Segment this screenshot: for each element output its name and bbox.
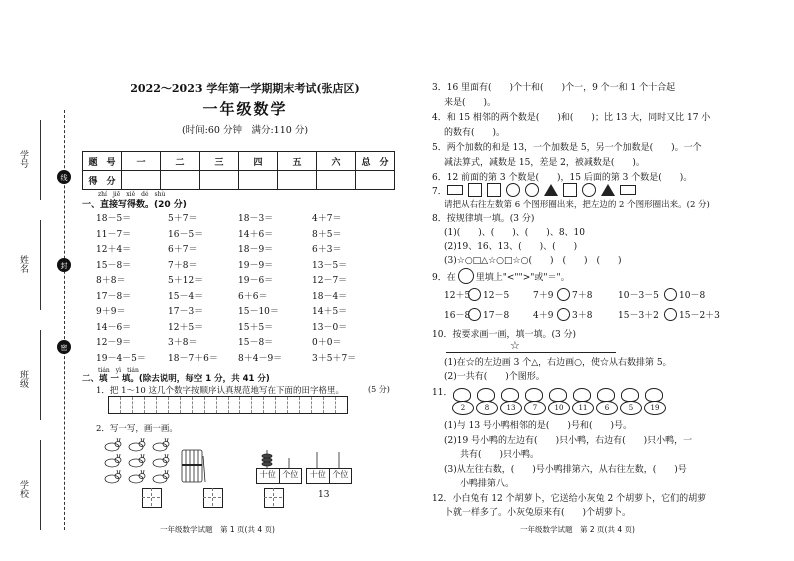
circle-icon[interactable] (582, 183, 596, 197)
q9-post: 里填上"<"">"或"＝"。 (475, 272, 570, 283)
calc-item[interactable]: 15－8＝ (96, 260, 132, 271)
q6-line: 6．12 前面的第 3 个数是( )，15 后面的第 3 个数是( )。 (432, 173, 693, 183)
stick-bundle-illustration (180, 448, 206, 484)
circle-icon[interactable] (525, 183, 539, 197)
ones-label: 个位 (332, 470, 349, 479)
calc-item[interactable]: 6＋3＝ (312, 245, 342, 255)
name-field[interactable] (40, 220, 42, 310)
q3-line2: 来是( )。 (444, 98, 497, 108)
binding-margin (0, 0, 80, 561)
calc-item[interactable]: 19－6＝ (238, 276, 274, 286)
score-table-header (83, 152, 395, 171)
calc-item[interactable]: 12－7＝ (312, 276, 348, 286)
q3-line1: 3．16 里面有( )个十和( )个一，9 个一和 1 个十合起 (432, 83, 676, 93)
duckling: 6 (596, 388, 616, 415)
calc-item[interactable]: 5＋7＝ (168, 214, 198, 224)
q9-expr: 3＋8 (572, 311, 593, 321)
calc-item[interactable]: 13－5＝ (312, 260, 348, 271)
number-13: 13 (318, 490, 330, 500)
q4-line2: 的数有( )。 (444, 128, 506, 138)
calc-item[interactable]: 15－10＝ (238, 307, 279, 317)
place-value-table-2 (306, 468, 352, 484)
square-icon[interactable] (487, 183, 501, 197)
q12-line2: 卜就一样多了。小灰兔原来有( )个胡萝卜。 (444, 508, 632, 518)
calc-item[interactable]: 8＋4－9＝ (238, 353, 283, 364)
calc-item[interactable]: 12＋5＝ (168, 322, 204, 333)
section2-heading: 二、填 一 填。(除去说明，每空 1 分，共 41 分) (82, 374, 270, 384)
calc-item[interactable]: 18－3＝ (238, 214, 274, 224)
q1-score: (5 分) (368, 385, 390, 394)
q11-item1: (1)与 13 号小鸭相邻的是( )号和( )号。 (444, 421, 632, 431)
calc-item[interactable]: 3＋8＝ (168, 338, 198, 348)
score-cell[interactable] (356, 171, 395, 190)
tens-label: 十位 (257, 469, 280, 483)
calc-item[interactable]: 17－3＝ (168, 307, 204, 317)
square-icon[interactable] (468, 183, 482, 197)
q9-expr: 15－2＋3 (679, 311, 720, 321)
answer-circle-icon (458, 268, 474, 284)
calc-item[interactable]: 18－5＝ (96, 214, 132, 224)
q9-heading (432, 268, 570, 284)
calc-column-3 (238, 212, 282, 367)
duckling: 2 (452, 388, 472, 415)
calc-column-1 (96, 212, 146, 367)
seal-circle-seal: 封 (57, 258, 71, 272)
calc-item[interactable]: 9＋9＝ (96, 307, 126, 317)
q10-item2: (2)一共有( )个图形。 (444, 372, 545, 382)
calc-item[interactable]: 6＋7＝ (168, 245, 198, 255)
q9-row-2 (444, 308, 720, 321)
exam-subject: 一年级数学 (202, 100, 288, 118)
duckling: 19 (644, 388, 664, 415)
abacus1-answer-box[interactable] (264, 488, 284, 508)
q9-expr: 7＋8 (572, 291, 593, 301)
score-header-cell: 三 (200, 152, 239, 171)
duckling: 8 (476, 388, 496, 415)
seal-circle-line: 线 (57, 170, 71, 184)
calc-item[interactable]: 14＋5＝ (312, 307, 348, 317)
calc-item[interactable]: 12＋4＝ (96, 245, 132, 255)
calc-item[interactable]: 18－9＝ (238, 245, 274, 255)
place-value-table-1 (256, 468, 302, 484)
score-header-cell: 五 (278, 152, 317, 171)
q7-note: 请把从右往左数第 6 个图形圈出来，把左边的 2 个图形圈出来。(2 分) (444, 200, 710, 210)
seal-circle-secret: 密 (57, 340, 71, 354)
q10-heading: 10．按要求画一画，填一填。(3 分) (432, 330, 577, 340)
q11-item2b: 共有( )只小鸭。 (460, 450, 540, 460)
q5-line1: 5．两个加数的和是 13，一个加数是 5，另一个加数是( )。一个 (432, 143, 702, 153)
section1-heading: 一、直接写得数。(20 分) (82, 200, 187, 210)
score-cell[interactable] (161, 171, 200, 190)
calc-column-4 (312, 212, 356, 367)
score-header-cell: 六 (317, 152, 356, 171)
score-cell[interactable] (200, 171, 239, 190)
q4-line1: 4．和 15 相邻的两个数是( )和( )；比 13 大，同时又比 17 小 (432, 113, 711, 123)
score-row-label: 得 分 (83, 171, 122, 190)
score-header-cell: 四 (239, 152, 278, 171)
q9-expr: 12－5 (483, 291, 510, 301)
q8-item2: (2)19、16、13、( )、( ) (444, 242, 578, 252)
q9-expr: 15－3＋2 (618, 311, 659, 321)
calc-item[interactable]: 14＋6＝ (238, 229, 274, 240)
calc-item[interactable]: 19－4－5＝ (96, 353, 146, 364)
q9-expr: 12＋5 (444, 291, 471, 301)
rectangle-icon[interactable] (447, 185, 463, 195)
calc-item[interactable]: 18－7＋6＝ (168, 353, 218, 364)
score-header-cell: 二 (161, 152, 200, 171)
compare-circle[interactable] (468, 308, 481, 321)
calc-item[interactable]: 4＋7＝ (312, 214, 342, 224)
calc-item[interactable]: 14－6＝ (96, 322, 132, 333)
left-footer: 一年级数学试题 第 1 页(共 4 页) (160, 525, 275, 534)
score-table-row (83, 171, 395, 190)
class-label: 班级 (18, 370, 28, 388)
calc-item[interactable]: 15＋5＝ (238, 322, 274, 333)
q11-item2: (2)19 号小鸭的左边有( )只小鸭，右边有( )只小鸭，一 (444, 436, 693, 446)
score-table (82, 151, 395, 190)
rabbits-answer-box[interactable] (142, 488, 162, 508)
abacus-beads-1 (256, 448, 300, 468)
duckling: 11 (572, 388, 592, 415)
rabbits-illustration (104, 438, 176, 484)
q10-item1: (1)在☆的左边画 3 个△，右边画○，使☆从右数排第 5。 (444, 358, 672, 368)
compare-circle[interactable] (664, 288, 677, 301)
q8-heading: 8．按规律填一填。(3 分) (432, 214, 535, 224)
calc-item[interactable]: 16－5＝ (168, 229, 204, 240)
ones-label: 个位 (282, 470, 299, 479)
q11-label: 11． (432, 388, 453, 398)
student-number-field[interactable] (40, 120, 42, 200)
q11-item3b: 小鸭排第八。 (460, 479, 515, 489)
school-label: 学校 (18, 480, 28, 498)
compare-circle[interactable] (468, 288, 481, 301)
calc-item[interactable]: 3＋5＋7＝ (312, 353, 357, 364)
q9-expr: 7＋9 (533, 291, 554, 301)
circle-icon[interactable] (506, 183, 520, 197)
section2-pinyin: tián yì tián (98, 367, 139, 374)
compare-circle[interactable] (664, 308, 677, 321)
compare-circle[interactable] (557, 308, 570, 321)
q12-line1: 12．小白兔有 12 个胡萝卜，它送给小灰兔 2 个胡萝卜，它们的胡萝 (432, 494, 707, 504)
duckling: 7 (524, 388, 544, 415)
calc-item[interactable]: 7＋8＝ (168, 260, 198, 271)
triangle-icon[interactable] (601, 184, 615, 196)
calc-item[interactable]: 6＋6＝ (238, 291, 268, 302)
q5-line2: 减法算式，减数是 15，差是 2，被减数是( )。 (444, 158, 645, 168)
square-icon[interactable] (563, 183, 577, 197)
triangle-icon[interactable] (544, 184, 558, 196)
q10-star: ☆ (510, 339, 520, 352)
compare-circle[interactable] (557, 288, 570, 301)
calc-item[interactable]: 15－4＝ (168, 291, 204, 302)
calc-item[interactable]: 13－0＝ (312, 322, 348, 333)
calc-item[interactable]: 15－8＝ (238, 338, 274, 348)
duckling: 10 (548, 388, 568, 415)
school-field[interactable] (40, 440, 42, 530)
q9-pre: 9．在 (432, 272, 456, 283)
q7-shapes (432, 183, 641, 197)
q9-expr: 17－8 (483, 311, 510, 321)
q2-text: 2．写一写，画一画。 (96, 424, 178, 434)
rectangle-icon[interactable] (620, 185, 636, 195)
right-footer: 一年级数学试题 第 2 页(共 4 页) (520, 525, 635, 534)
q9-row-1 (444, 288, 705, 301)
q9-expr: 10－8 (679, 291, 706, 301)
duckling: 13 (500, 388, 520, 415)
class-field[interactable] (40, 330, 42, 420)
exam-title: 2022～2023 学年第一学期期末考试(张店区) (130, 82, 360, 95)
calc-item[interactable]: 17－8＝ (96, 291, 132, 302)
tens-label: 十位 (307, 469, 330, 483)
student-number-label: 学号 (18, 150, 28, 168)
score-cell[interactable] (278, 171, 317, 190)
q9-expr: 10－3－5 (618, 291, 659, 301)
score-cell[interactable] (317, 171, 356, 190)
q10-drawing-line[interactable] (446, 352, 616, 353)
sticks-answer-box[interactable] (203, 488, 223, 508)
section1-pinyin: zhí jiē xiě dé shù (98, 191, 166, 198)
calc-item[interactable]: 8＋5＝ (312, 229, 342, 240)
duckling: 5 (620, 388, 640, 415)
calc-item[interactable]: 18－4＝ (312, 291, 348, 302)
q1-text: 1．把 1～10 这几个数字按顺序认真规范地写在下面的田字格里。 (96, 386, 345, 396)
calc-item[interactable]: 19－9＝ (238, 260, 274, 271)
q9-expr: 4＋9 (533, 311, 554, 321)
q9-expr: 16－8 (444, 311, 471, 321)
calc-item[interactable]: 12－9＝ (96, 338, 132, 348)
score-cell[interactable] (239, 171, 278, 190)
calc-item[interactable]: 0＋0＝ (312, 338, 342, 348)
q11-item3: (3)从左往右数，( )号小鸭排第六，从右往左数，( )号 (444, 465, 687, 475)
q7-label: 7． (432, 186, 447, 197)
q8-item1: (1)( )、( )、( )、8、10 (444, 228, 585, 238)
calc-column-2 (168, 212, 218, 367)
exam-meta: (时间:60 分钟 满分:110 分) (181, 125, 309, 136)
q8-item3: (3)☆○□△☆○□☆○( ) ( ) ( ) (444, 256, 622, 266)
score-header-cell: 一 (122, 152, 161, 171)
calc-item[interactable]: 8＋8＝ (96, 276, 126, 286)
score-header-cell: 总 分 (356, 152, 395, 171)
calc-item[interactable]: 5＋12＝ (168, 276, 204, 286)
score-cell[interactable] (122, 171, 161, 190)
calc-item[interactable]: 11－7＝ (96, 229, 132, 240)
abacus-empty-2 (306, 448, 350, 468)
score-header-cell: 题 号 (83, 152, 122, 171)
name-label: 姓名 (18, 255, 28, 273)
writing-grid[interactable] (108, 396, 348, 414)
